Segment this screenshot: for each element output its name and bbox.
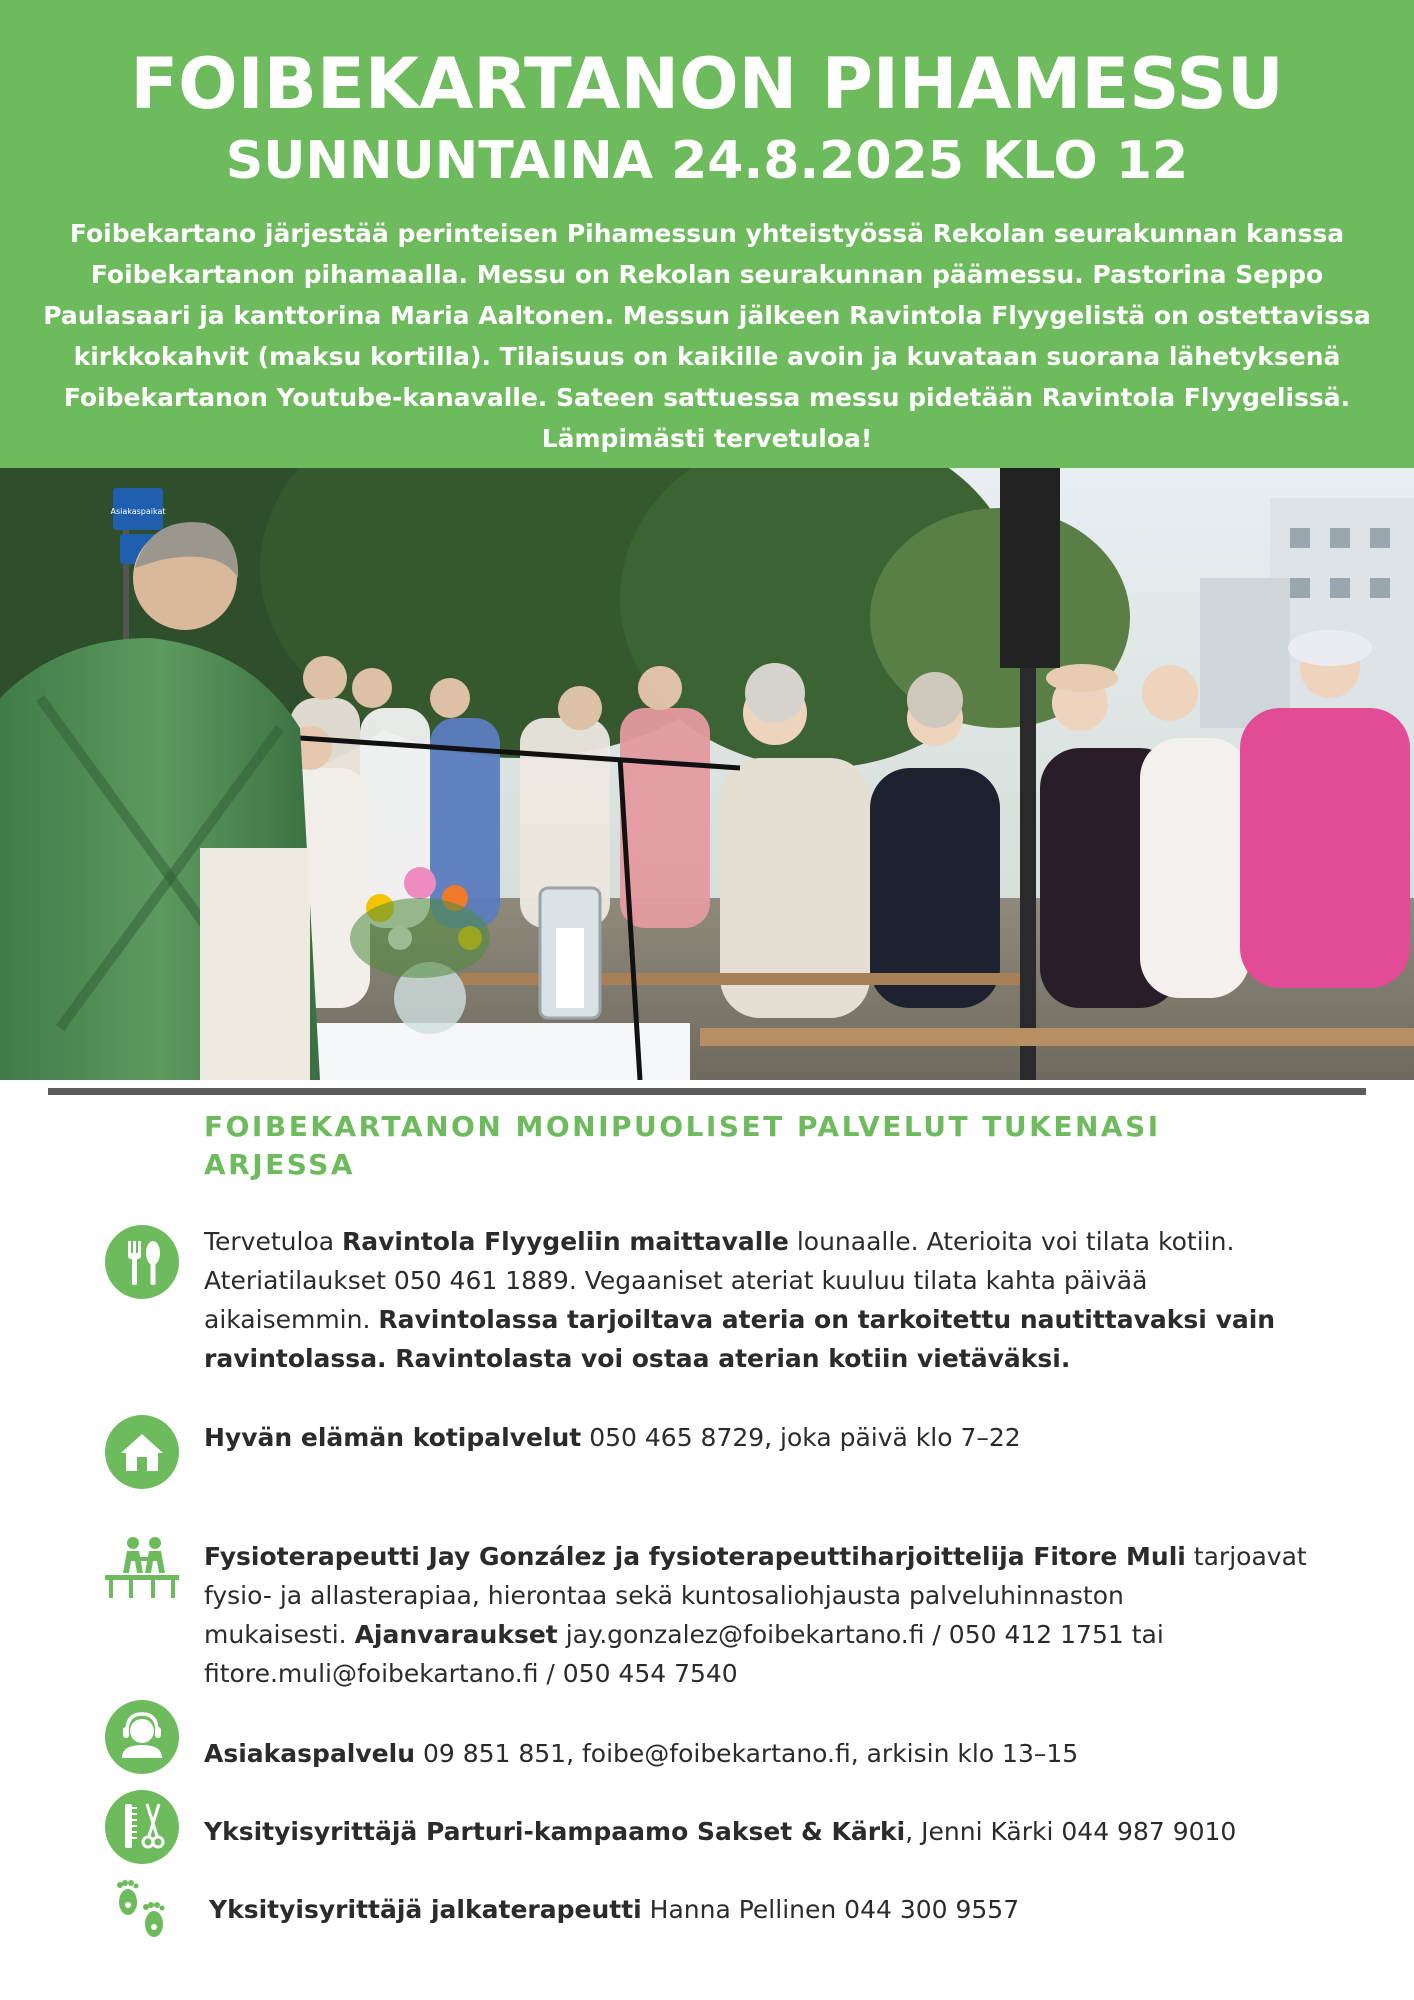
restaurant-notice: ravintolassa. Ravintolasta voi ostaa aterian kotiin vietäväksi. — [204, 1344, 1071, 1373]
restaurant-text: lounaalle. Aterioita voi tilata kotiin. — [788, 1227, 1235, 1256]
physio-text: fysio- ja allasterapiaa, hierontaa sekä kuntosaliohjausta palveluhinnaston — [204, 1581, 1124, 1610]
service-customer — [204, 1734, 1324, 1773]
description-line: Foibekartanon Youtube-kanavalle. Sateen sattuessa messu pidetään Ravintola Flyygelissä. — [63, 383, 1351, 412]
restaurant-name: Ravintola Flyygeliin maittavalle — [342, 1227, 789, 1256]
physio-names: Fysioterapeutti Jay González ja fysioterapeuttiharjoittelija Fitore Muli — [204, 1542, 1186, 1571]
foot-therapist-contact: Hanna Pellinen 044 300 9557 — [641, 1895, 1020, 1924]
customer-service-contact: 09 851 851, foibe@foibekartano.fi, arkisin klo 13–15 — [415, 1739, 1079, 1768]
home-service-contact: 050 465 8729, joka päivä klo 7–22 — [581, 1423, 1021, 1452]
foot-therapist-name: Yksityisyrittäjä jalkaterapeutti — [209, 1895, 642, 1924]
restaurant-notice: Ravintolassa tarjoiltava ateria on tarkoitettu nautittavaksi vain — [378, 1305, 1276, 1334]
customer-service-icon — [105, 1700, 179, 1774]
event-header — [0, 0, 1414, 468]
physiotherapy-icon — [103, 1535, 181, 1599]
event-description — [40, 213, 1374, 459]
event-date: SUNNUNTAINA 24.8.2025 KLO 12 — [225, 131, 1189, 191]
description-line: Paulasaari ja kanttorina Maria Aaltonen. Messun jälkeen Ravintola Flyygelistä on ostettavissa — [43, 301, 1371, 330]
mass-photo — [0, 468, 1414, 1080]
description-line: Foibekartano järjestää perinteisen Pihamessun yhteistyössä Rekolan seurakunnan kanssa — [69, 219, 1345, 248]
description-line: kirkkokahvit (maksu kortilla). Tilaisuus on kaikille avoin ja kuvataan suorana lähetyksenä — [73, 342, 1341, 371]
service-foot-therapy — [209, 1890, 1329, 1929]
service-barber — [204, 1812, 1324, 1851]
mass-photo-illustration — [0, 468, 1414, 1080]
service-physiotherapy — [204, 1537, 1324, 1693]
restaurant-order-info: Ateriatilaukset 050 461 1889. Vegaaniset ateriat kuuluu tilata kahta päivää — [204, 1266, 1148, 1295]
sign-text: Asiakaspaikat — [110, 507, 166, 516]
services-heading — [204, 1108, 1254, 1184]
restaurant-text: aikaisemmin. — [204, 1305, 379, 1334]
event-title: FOIBEKARTANON PIHAMESSU — [130, 43, 1284, 125]
restaurant-text: Tervetuloa — [204, 1227, 343, 1256]
physio-contact: fitore.muli@foibekartano.fi / 050 454 7540 — [204, 1659, 738, 1688]
section-divider — [48, 1088, 1366, 1095]
cutlery-icon — [105, 1225, 179, 1299]
services-heading-line: FOIBEKARTANON MONIPUOLISET PALVELUT TUKENASI — [204, 1110, 1161, 1143]
physio-contact: jay.gonzalez@foibekartano.fi / 050 412 1751 tai — [557, 1620, 1164, 1649]
description-line: Lämpimästi tervetuloa! — [541, 424, 873, 453]
footprints-icon — [110, 1878, 176, 1944]
physio-text: tarjoavat — [1185, 1542, 1307, 1571]
scissors-comb-icon — [105, 1790, 179, 1864]
home-service-name: Hyvän elämän kotipalvelut — [204, 1423, 582, 1452]
physio-text: mukaisesti. — [204, 1620, 355, 1649]
home-icon — [105, 1415, 179, 1489]
physio-booking-label: Ajanvaraukset — [354, 1620, 558, 1649]
service-home — [204, 1418, 1324, 1457]
service-restaurant — [204, 1222, 1324, 1378]
barber-name: Yksityisyrittäjä Parturi-kampaamo Sakset & Kärki — [204, 1817, 906, 1846]
customer-service-name: Asiakaspalvelu — [204, 1739, 415, 1768]
services-heading-line: ARJESSA — [204, 1148, 356, 1181]
description-line: Foibekartanon pihamaalla. Messu on Rekolan seurakunnan päämessu. Pastorina Seppo — [90, 260, 1324, 289]
barber-contact: , Jenni Kärki 044 987 9010 — [905, 1817, 1237, 1846]
